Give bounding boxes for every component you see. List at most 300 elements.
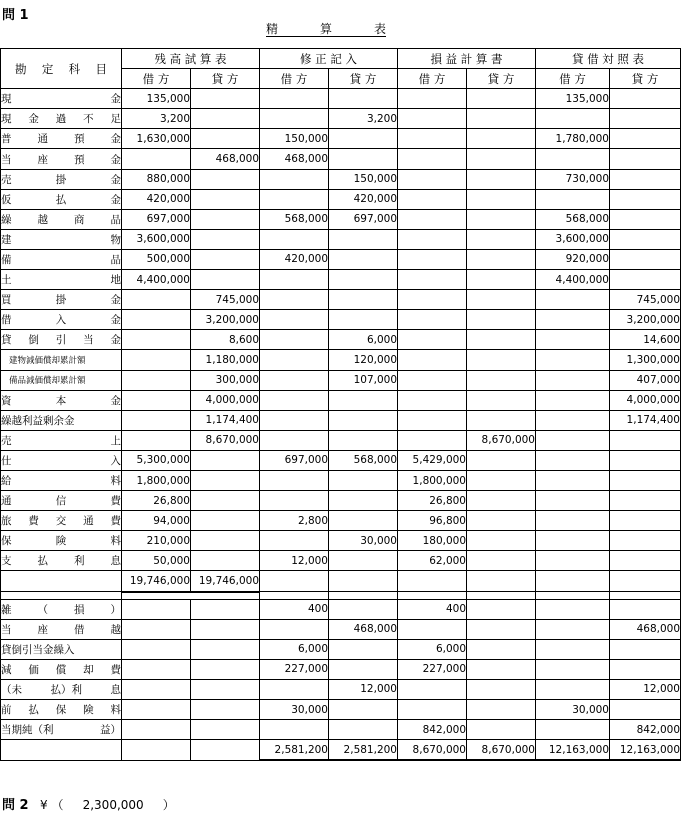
grand-total: 8,670,000 [398,740,467,761]
amount-cell [191,169,260,189]
table-row [1,129,681,149]
amount-cell [191,209,260,229]
table-row [1,430,681,450]
amount-cell [122,679,191,699]
table-row [1,310,681,330]
amount-cell [467,350,536,370]
amount-cell [536,430,610,450]
title-char: 表 [373,22,386,36]
amount-cell [260,370,329,390]
amount-cell [610,700,681,720]
amount-cell: 730,000 [536,169,610,189]
empty-cell [1,592,122,600]
grand-total: 8,670,000 [467,740,536,761]
amount-cell [260,679,329,699]
table-row [1,511,681,531]
account-name: 備品減価償却累計額 [1,370,122,390]
amount-cell: 8,670,000 [191,430,260,450]
amount-cell: 1,300,000 [610,350,681,370]
amount-cell [398,410,467,430]
amount-cell [467,491,536,511]
amount-cell: 227,000 [398,659,467,679]
amount-cell [536,720,610,740]
amount-cell: 2,800 [260,511,329,531]
credit-header: 貸 方 [191,69,260,89]
account-name: 備 品 [1,249,122,269]
amount-cell [191,129,260,149]
amount-cell: 568,000 [260,209,329,229]
amount-cell: 26,800 [398,491,467,511]
table-row [1,109,681,129]
amount-cell [536,390,610,410]
amount-cell [191,720,260,740]
amount-cell: 150,000 [260,129,329,149]
amount-cell [467,249,536,269]
amount-cell [329,659,398,679]
empty-cell [536,592,610,600]
amount-cell [329,491,398,511]
amount-cell: 300,000 [191,370,260,390]
amount-cell [467,89,536,109]
amount-cell: 420,000 [329,189,398,209]
amount-cell [610,491,681,511]
amount-cell [536,599,610,619]
amount-cell: 6,000 [329,330,398,350]
amount-cell [329,551,398,571]
amount-cell [398,370,467,390]
table-row [1,639,681,659]
amount-cell [260,270,329,290]
table-row [1,619,681,639]
grand-total-row [1,740,681,761]
amount-cell [610,249,681,269]
table-row [1,229,681,249]
amount-cell [467,410,536,430]
amount-cell [536,531,610,551]
amount-cell [610,450,681,470]
empty-cell [191,592,260,600]
amount-cell [610,109,681,129]
grand-total: 12,163,000 [536,740,610,761]
amount-cell [122,410,191,430]
amount-cell [610,639,681,659]
account-name: 繰越利益剰余金 [1,410,122,430]
debit-header: 借 方 [398,69,467,89]
account-name: 繰 越 商 品 [1,209,122,229]
amount-cell: 6,000 [260,639,329,659]
account-name: 借 入 金 [1,310,122,330]
amount-cell [191,89,260,109]
account-name: 前 払 保 険 料 [1,700,122,720]
amount-cell [329,639,398,659]
amount-cell [467,209,536,229]
amount-cell [610,531,681,551]
amount-cell [329,310,398,330]
account-name: 当 座 借 越 [1,619,122,639]
amount-cell: 697,000 [122,209,191,229]
amount-cell: 697,000 [329,209,398,229]
amount-cell [536,370,610,390]
amount-cell [398,209,467,229]
worksheet-title [266,20,386,37]
amount-cell [122,720,191,740]
amount-cell [260,229,329,249]
worksheet-table [0,48,681,761]
amount-cell: 468,000 [329,619,398,639]
credit-header: 貸 方 [329,69,398,89]
amount-cell [191,249,260,269]
table-row [1,330,681,350]
table-row [1,89,681,109]
table-row [1,290,681,310]
amount-cell [398,189,467,209]
amount-cell: 4,000,000 [191,390,260,410]
amount-cell [536,189,610,209]
trial-balance-total-row [1,571,681,592]
amount-cell: 135,000 [536,89,610,109]
amount-cell [122,639,191,659]
amount-cell [260,169,329,189]
amount-cell: 3,200 [122,109,191,129]
amount-cell [329,430,398,450]
amount-cell [467,330,536,350]
amount-cell [122,430,191,450]
amount-cell [122,700,191,720]
amount-cell [467,229,536,249]
amount-cell [467,290,536,310]
amount-cell [191,470,260,490]
amount-cell: 420,000 [122,189,191,209]
account-name: 雑 （ 損 ） [1,599,122,619]
amount-cell [536,639,610,659]
account-header: 勘 定 科 目 [1,49,122,89]
amount-cell [122,350,191,370]
table-row [1,410,681,430]
amount-cell: 1,174,400 [610,410,681,430]
amount-cell [191,270,260,290]
amount-cell [610,189,681,209]
amount-cell [191,639,260,659]
amount-cell [398,330,467,350]
amount-cell [610,430,681,450]
amount-cell [191,511,260,531]
amount-cell: 500,000 [122,249,191,269]
empty-cell [398,592,467,600]
amount-cell [467,511,536,531]
amount-cell [191,659,260,679]
amount-cell [398,149,467,169]
amount-cell: 420,000 [260,249,329,269]
account-name: 仕 入 [1,450,122,470]
amount-cell [467,639,536,659]
amount-cell: 4,400,000 [536,270,610,290]
amount-cell [467,531,536,551]
amount-cell [536,410,610,430]
amount-cell: 842,000 [398,720,467,740]
amount-cell [122,599,191,619]
table-row [1,720,681,740]
amount-cell [329,720,398,740]
amount-cell [536,491,610,511]
amount-cell: 3,600,000 [122,229,191,249]
amount-cell: 1,780,000 [536,129,610,149]
amount-cell: 180,000 [398,531,467,551]
separator-row [1,592,681,600]
amount-cell: 4,000,000 [610,390,681,410]
amount-cell: 62,000 [398,551,467,571]
amount-cell: 745,000 [191,290,260,310]
amount-cell [260,189,329,209]
amount-cell [191,551,260,571]
amount-cell [467,149,536,169]
account-name: 売 上 [1,430,122,450]
debit-header: 借 方 [260,69,329,89]
amount-cell [536,679,610,699]
amount-cell [329,700,398,720]
trial-balance-total: 19,746,000 [122,571,191,592]
account-name: 貸 倒 引 当 金 [1,330,122,350]
table-row [1,149,681,169]
amount-cell: 468,000 [260,149,329,169]
amount-cell [122,370,191,390]
amount-cell [536,310,610,330]
amount-cell [610,209,681,229]
amount-cell [536,290,610,310]
amount-cell [536,511,610,531]
amount-cell [329,229,398,249]
account-name: （未 払）利 息 [1,679,122,699]
amount-cell [260,531,329,551]
amount-cell: 5,429,000 [398,450,467,470]
credit-header: 貸 方 [610,69,681,89]
debit-header: 借 方 [122,69,191,89]
amount-cell [329,89,398,109]
table-row [1,209,681,229]
amount-cell [610,659,681,679]
account-name: 売 掛 金 [1,169,122,189]
amount-cell [467,619,536,639]
account-name: 保 険 料 [1,531,122,551]
amount-cell: 400 [398,599,467,619]
amount-cell: 30,000 [260,700,329,720]
amount-cell [122,149,191,169]
amount-cell [191,531,260,551]
empty-cell [536,571,610,592]
amount-cell [329,390,398,410]
table-row [1,531,681,551]
paren-open: （ [51,798,64,812]
amount-cell [329,290,398,310]
amount-cell [467,470,536,490]
group-header-trial-balance: 残 高 試 算 表 [122,49,260,69]
amount-cell [260,350,329,370]
amount-cell [398,619,467,639]
amount-cell [610,169,681,189]
amount-cell: 1,800,000 [398,470,467,490]
amount-cell: 1,174,400 [191,410,260,430]
amount-cell [467,310,536,330]
amount-cell [191,599,260,619]
amount-cell: 120,000 [329,350,398,370]
amount-cell: 3,200 [329,109,398,129]
amount-cell: 12,000 [610,679,681,699]
amount-cell: 745,000 [610,290,681,310]
amount-cell [610,270,681,290]
account-name: 当期純（利 益） [1,720,122,740]
account-name: 給 料 [1,470,122,490]
empty-cell [122,592,191,600]
account-name: 現 金 過 不 足 [1,109,122,129]
amount-cell [467,109,536,129]
account-name: 減 価 償 却 費 [1,659,122,679]
title-char: 算 [319,22,332,36]
account-name: 土 地 [1,270,122,290]
amount-cell [467,720,536,740]
amount-cell [536,551,610,571]
table-row [1,679,681,699]
amount-cell [398,679,467,699]
account-name: 仮 払 金 [1,189,122,209]
amount-cell: 96,800 [398,511,467,531]
amount-cell [260,470,329,490]
account-name: 通 信 費 [1,491,122,511]
amount-cell [467,659,536,679]
group-header-balance-sheet: 貸 借 対 照 表 [536,49,681,69]
amount-cell [467,551,536,571]
account-name: 建物減価償却累計額 [1,350,122,370]
amount-cell: 4,400,000 [122,270,191,290]
account-name: 旅 費 交 通 費 [1,511,122,531]
table-row [1,169,681,189]
group-header-adjustments: 修 正 記 入 [260,49,398,69]
question-2-label: 問 2 [2,798,29,813]
amount-cell [467,390,536,410]
amount-cell [122,619,191,639]
amount-cell [260,430,329,450]
amount-cell [467,370,536,390]
amount-cell [260,410,329,430]
title-char: 精 [266,22,279,36]
empty-cell [260,592,329,600]
amount-cell [191,679,260,699]
amount-cell [467,450,536,470]
table-row [1,249,681,269]
amount-cell [467,270,536,290]
amount-cell [329,270,398,290]
amount-cell [260,330,329,350]
empty-cell [610,571,681,592]
account-name: 建 物 [1,229,122,249]
empty-cell [191,740,260,761]
amount-cell [191,491,260,511]
amount-cell [536,450,610,470]
amount-cell [398,249,467,269]
amount-cell [536,109,610,129]
account-name: 支 払 利 息 [1,551,122,571]
table-row [1,270,681,290]
amount-cell [191,619,260,639]
amount-cell [610,229,681,249]
amount-cell: 400 [260,599,329,619]
empty-cell [1,571,122,592]
amount-cell: 8,670,000 [467,430,536,450]
paren-close: ） [162,798,175,812]
table-row [1,659,681,679]
amount-cell [122,310,191,330]
amount-cell: 1,800,000 [122,470,191,490]
amount-cell: 468,000 [191,149,260,169]
account-name: 普 通 預 金 [1,129,122,149]
amount-cell [260,89,329,109]
amount-cell [260,109,329,129]
empty-cell [1,740,122,761]
amount-cell [329,149,398,169]
amount-cell: 5,300,000 [122,450,191,470]
amount-cell [398,270,467,290]
amount-cell [122,390,191,410]
amount-cell: 568,000 [329,450,398,470]
amount-cell: 12,000 [260,551,329,571]
amount-cell: 94,000 [122,511,191,531]
amount-cell [398,310,467,330]
amount-cell [122,290,191,310]
amount-cell [329,470,398,490]
credit-header: 貸 方 [467,69,536,89]
amount-cell: 150,000 [329,169,398,189]
empty-cell [398,571,467,592]
amount-cell: 1,630,000 [122,129,191,149]
amount-cell [329,511,398,531]
amount-cell [122,659,191,679]
group-header-income-statement: 損 益 計 算 書 [398,49,536,69]
table-row [1,599,681,619]
amount-cell: 3,200,000 [191,310,260,330]
amount-cell: 3,200,000 [610,310,681,330]
amount-cell: 26,800 [122,491,191,511]
amount-cell: 920,000 [536,249,610,269]
amount-cell [191,109,260,129]
amount-cell: 6,000 [398,639,467,659]
account-name: 当 座 預 金 [1,149,122,169]
amount-cell [467,169,536,189]
amount-cell [398,430,467,450]
grand-total: 2,581,200 [260,740,329,761]
amount-cell: 30,000 [329,531,398,551]
amount-cell [191,189,260,209]
amount-cell: 568,000 [536,209,610,229]
amount-cell: 107,000 [329,370,398,390]
amount-cell: 210,000 [122,531,191,551]
account-name: 貸倒引当金繰入 [1,639,122,659]
amount-cell [467,679,536,699]
amount-cell [329,249,398,269]
currency-symbol: ¥ [40,798,48,812]
amount-cell: 30,000 [536,700,610,720]
amount-cell [398,129,467,149]
amount-cell: 14,600 [610,330,681,350]
amount-cell [329,599,398,619]
amount-cell [536,350,610,370]
empty-cell [329,571,398,592]
answer-amount: 2,300,000 [82,798,144,812]
amount-cell: 50,000 [122,551,191,571]
amount-cell [329,129,398,149]
account-name: 買 掛 金 [1,290,122,310]
empty-cell [329,592,398,600]
table-row [1,491,681,511]
amount-cell: 880,000 [122,169,191,189]
amount-cell [610,149,681,169]
